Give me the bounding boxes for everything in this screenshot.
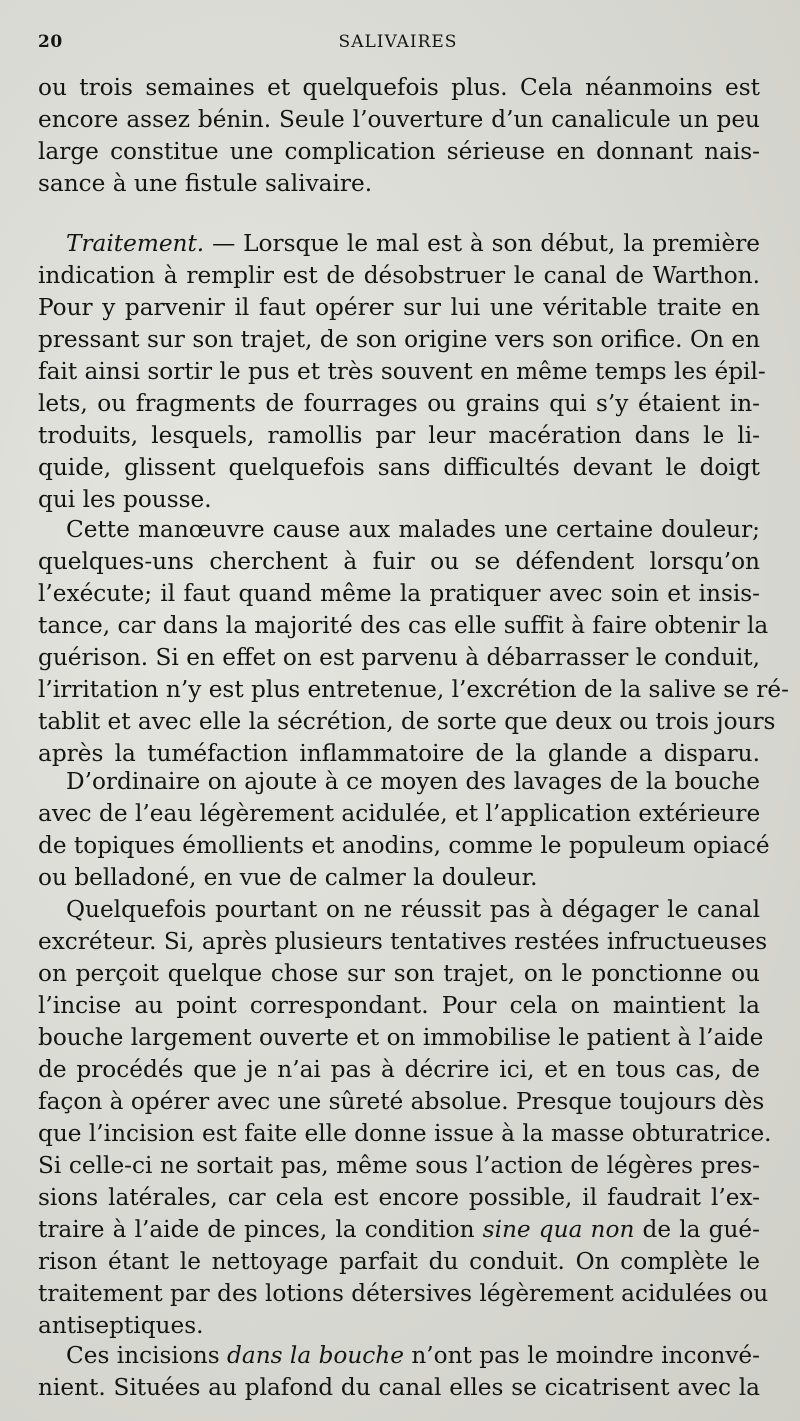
text-line: ou belladoné, en vue de calmer la douleur.	[38, 864, 538, 891]
text-line: l’incise au point correspondant. Pour cela on maintient la	[38, 992, 760, 1019]
text-line: guérison. Si en effet on est parvenu à débarrasser le conduit,	[38, 644, 760, 671]
text-line: tablit et avec elle la sécrétion, de sorte que deux ou trois jours	[38, 708, 776, 735]
text-line: de topiques émollients et anodins, comme le populeum opiacé	[38, 832, 770, 859]
text-line: antiseptiques.	[38, 1312, 204, 1339]
text-line: Pour y parvenir il faut opérer sur lui une véritable traite en	[38, 294, 760, 321]
text-line: tance, car dans la majorité des cas elle suffit à faire obtenir la	[38, 612, 769, 639]
text-line: l’irritation n’y est plus entretenue, l’excrétion de la salive se ré-	[38, 676, 789, 703]
text-line: troduits, lesquels, ramollis par leur macération dans le li-	[38, 422, 760, 449]
text-line: après la tuméfaction inflammatoire de la glande a disparu.	[38, 740, 760, 767]
text-line: Quelquefois pourtant on ne réussit pas à dégager le canal	[66, 896, 760, 923]
text-line: excréteur. Si, après plusieurs tentatives restées infructueuses	[38, 928, 768, 955]
text-line: traitement par des lotions détersives légèrement acidulées ou	[38, 1280, 769, 1307]
text-line: quide, glissent quelquefois sans difficultés devant le doigt	[38, 454, 760, 481]
text-line: de procédés que je n’ai pas à décrire ici, et en tous cas, de	[38, 1056, 760, 1083]
text-line: encore assez bénin. Seule l’ouverture d’un canalicule un peu	[38, 106, 760, 133]
text-line: D’ordinaire on ajoute à ce moyen des lavages de la bouche	[66, 768, 760, 795]
text-line: ou trois semaines et quelquefois plus. Cela néanmoins est	[38, 74, 760, 101]
text-line: que l’incision est faite elle donne issue à la masse obturatrice.	[38, 1120, 772, 1147]
text-line: traire à l’aide de pinces, la condition sine qua non de la gué-	[38, 1216, 760, 1243]
text-line: rison étant le nettoyage parfait du conduit. On complète le	[38, 1248, 760, 1275]
text-line: bouche largement ouverte et on immobilise le patient à l’aide	[38, 1024, 764, 1051]
text-line: façon à opérer avec une sûreté absolue. Presque toujours dès	[38, 1088, 765, 1115]
text-line: indication à remplir est de désobstruer le canal de Warthon.	[38, 262, 760, 289]
running-title: SALIVAIRES	[338, 32, 458, 52]
text-line: avec de l’eau légèrement acidulée, et l’application extérieure	[38, 800, 761, 827]
text-line: sance à une fistule salivaire.	[38, 170, 373, 197]
text-line: Ces incisions dans la bouche n’ont pas le moindre inconvé-	[66, 1342, 760, 1369]
text-line: sions latérales, car cela est encore possible, il faudrait l’ex-	[38, 1184, 760, 1211]
text-line: Si celle-ci ne sortait pas, même sous l’action de légères pres-	[38, 1152, 760, 1179]
text-line: Traitement. — Lorsque le mal est à son début, la première	[66, 230, 760, 257]
text-line: nient. Situées au plafond du canal elles se cicatrisent avec la	[38, 1374, 760, 1401]
text-line: lets, ou fragments de fourrages ou grains qui s’y étaient in-	[38, 390, 760, 417]
text-line: on perçoit quelque chose sur son trajet, on le ponctionne ou	[38, 960, 760, 987]
text-line: quelques-uns cherchent à fuir ou se défendent lorsqu’on	[38, 548, 760, 575]
text-line: pressant sur son trajet, de son origine vers son orifice. On en	[38, 326, 760, 353]
text-line: qui les pousse.	[38, 486, 212, 513]
text-line: fait ainsi sortir le pus et très souvent en même temps les épil-	[38, 358, 766, 385]
page-header	[38, 32, 758, 60]
text-line: l’exécute; il faut quand même la pratiquer avec soin et insis-	[38, 580, 760, 607]
text-line: large constitue une complication sérieuse en donnant nais-	[38, 138, 760, 165]
text-line: Cette manœuvre cause aux malades une certaine douleur;	[66, 516, 760, 543]
page-number: 20	[38, 32, 63, 52]
